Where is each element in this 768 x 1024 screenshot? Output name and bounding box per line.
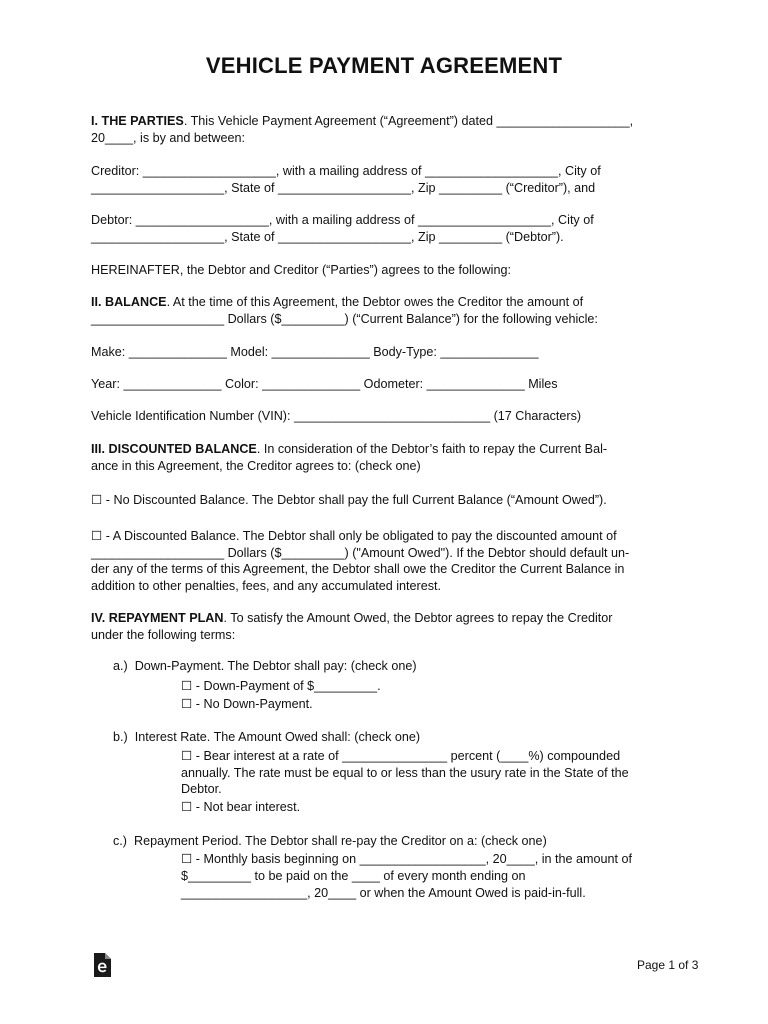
discounted-heading: III. DISCOUNTED BALANCE — [91, 442, 257, 456]
option-discount-line-3: der any of the terms of this Agreement, the Debtor shall owe the Creditor the Current Balance in — [91, 562, 625, 576]
repayment-line-2: under the following terms: — [91, 628, 236, 642]
interest-option-1-line-3: Debtor. — [181, 782, 222, 796]
period-option-1-line-2: $_________ to be paid on the ____ of every month ending on — [181, 869, 526, 883]
interest-rate-label: b.) Interest Rate. The Amount Owed shall: (check one) — [113, 730, 421, 744]
balance-heading: II. BALANCE — [91, 295, 167, 309]
down-payment-option-1: ☐ - Down-Payment of $_________. — [181, 679, 381, 693]
parties-line-1: I. THE PARTIES. This Vehicle Payment Agreement (“Agreement”) dated ___________________, — [91, 114, 634, 128]
hereinafter-line: HEREINAFTER, the Debtor and Creditor (“Parties”) agrees to the following: — [91, 263, 511, 277]
parties-line-2: 20____, is by and between: — [91, 131, 246, 145]
repayment-period-label: c.) Repayment Period. The Debtor shall re-pay the Creditor on a: (check one) — [113, 834, 547, 848]
debtor-line-2: ___________________, State of ___________________, Zip _________ (“Debtor”). — [91, 230, 564, 244]
option-no-discount: ☐ - No Discounted Balance. The Debtor shall pay the full Current Balance (“Amount Owed”). — [91, 493, 607, 507]
balance-line-2: ___________________ Dollars ($_________) (“Current Balance”) for the following vehicle: — [91, 312, 598, 326]
repayment-heading: IV. REPAYMENT PLAN — [91, 611, 224, 625]
period-option-1-line-1: ☐ - Monthly basis beginning on __________________, 20____, in the amount of — [181, 852, 633, 866]
debtor-line-1: Debtor: ___________________, with a mailing address of ___________________, City of — [91, 213, 594, 227]
option-discount-line-2: ___________________ Dollars ($_________) ("Amount Owed"). If the Debtor should default un- — [91, 546, 630, 560]
vehicle-vin-line: Vehicle Identification Number (VIN): ____________________________ (17 Characters) — [91, 409, 582, 423]
vehicle-make-line: Make: ______________ Model: ______________ Body-Type: ______________ — [91, 345, 539, 359]
creditor-line-1: Creditor: ___________________, with a mailing address of ___________________, City of — [91, 164, 601, 178]
option-discount-line-1: ☐ - A Discounted Balance. The Debtor shall only be obligated to pay the discounted amount of — [91, 529, 617, 543]
interest-option-1-line-2: annually. The rate must be equal to or less than the usury rate in the State of the — [181, 766, 629, 780]
creditor-line-2: ___________________, State of ___________________, Zip _________ (“Creditor”), and — [91, 181, 596, 195]
balance-line-1: II. BALANCE. At the time of this Agreement, the Debtor owes the Creditor the amount of — [91, 295, 584, 309]
parties-heading: I. THE PARTIES — [91, 114, 184, 128]
interest-option-2: ☐ - Not bear interest. — [181, 800, 301, 814]
document-title: VEHICLE PAYMENT AGREEMENT — [205, 53, 563, 78]
eforms-logo-icon — [91, 952, 113, 978]
down-payment-option-2: ☐ - No Down-Payment. — [181, 697, 313, 711]
repayment-line-1: IV. REPAYMENT PLAN. To satisfy the Amount Owed, the Debtor agrees to repay the Creditor — [91, 611, 613, 625]
discounted-line-1: III. DISCOUNTED BALANCE. In consideration of the Debtor’s faith to repay the Current Bal- — [91, 442, 608, 456]
interest-option-1-line-1: ☐ - Bear interest at a rate of _______________ percent (____%) compounded — [181, 749, 621, 763]
vehicle-year-line: Year: ______________ Color: ______________ Odometer: ______________ Miles — [91, 377, 558, 391]
down-payment-label: a.) Down-Payment. The Debtor shall pay: (check one) — [113, 659, 417, 673]
page-number: Page 1 of 3 — [637, 958, 699, 972]
period-option-1-line-3: __________________, 20____ or when the Amount Owed is paid-in-full. — [181, 886, 586, 900]
option-discount-line-4: addition to other penalties, fees, and any accumulated interest. — [91, 579, 442, 593]
discounted-line-2: ance in this Agreement, the Creditor agrees to: (check one) — [91, 459, 421, 473]
